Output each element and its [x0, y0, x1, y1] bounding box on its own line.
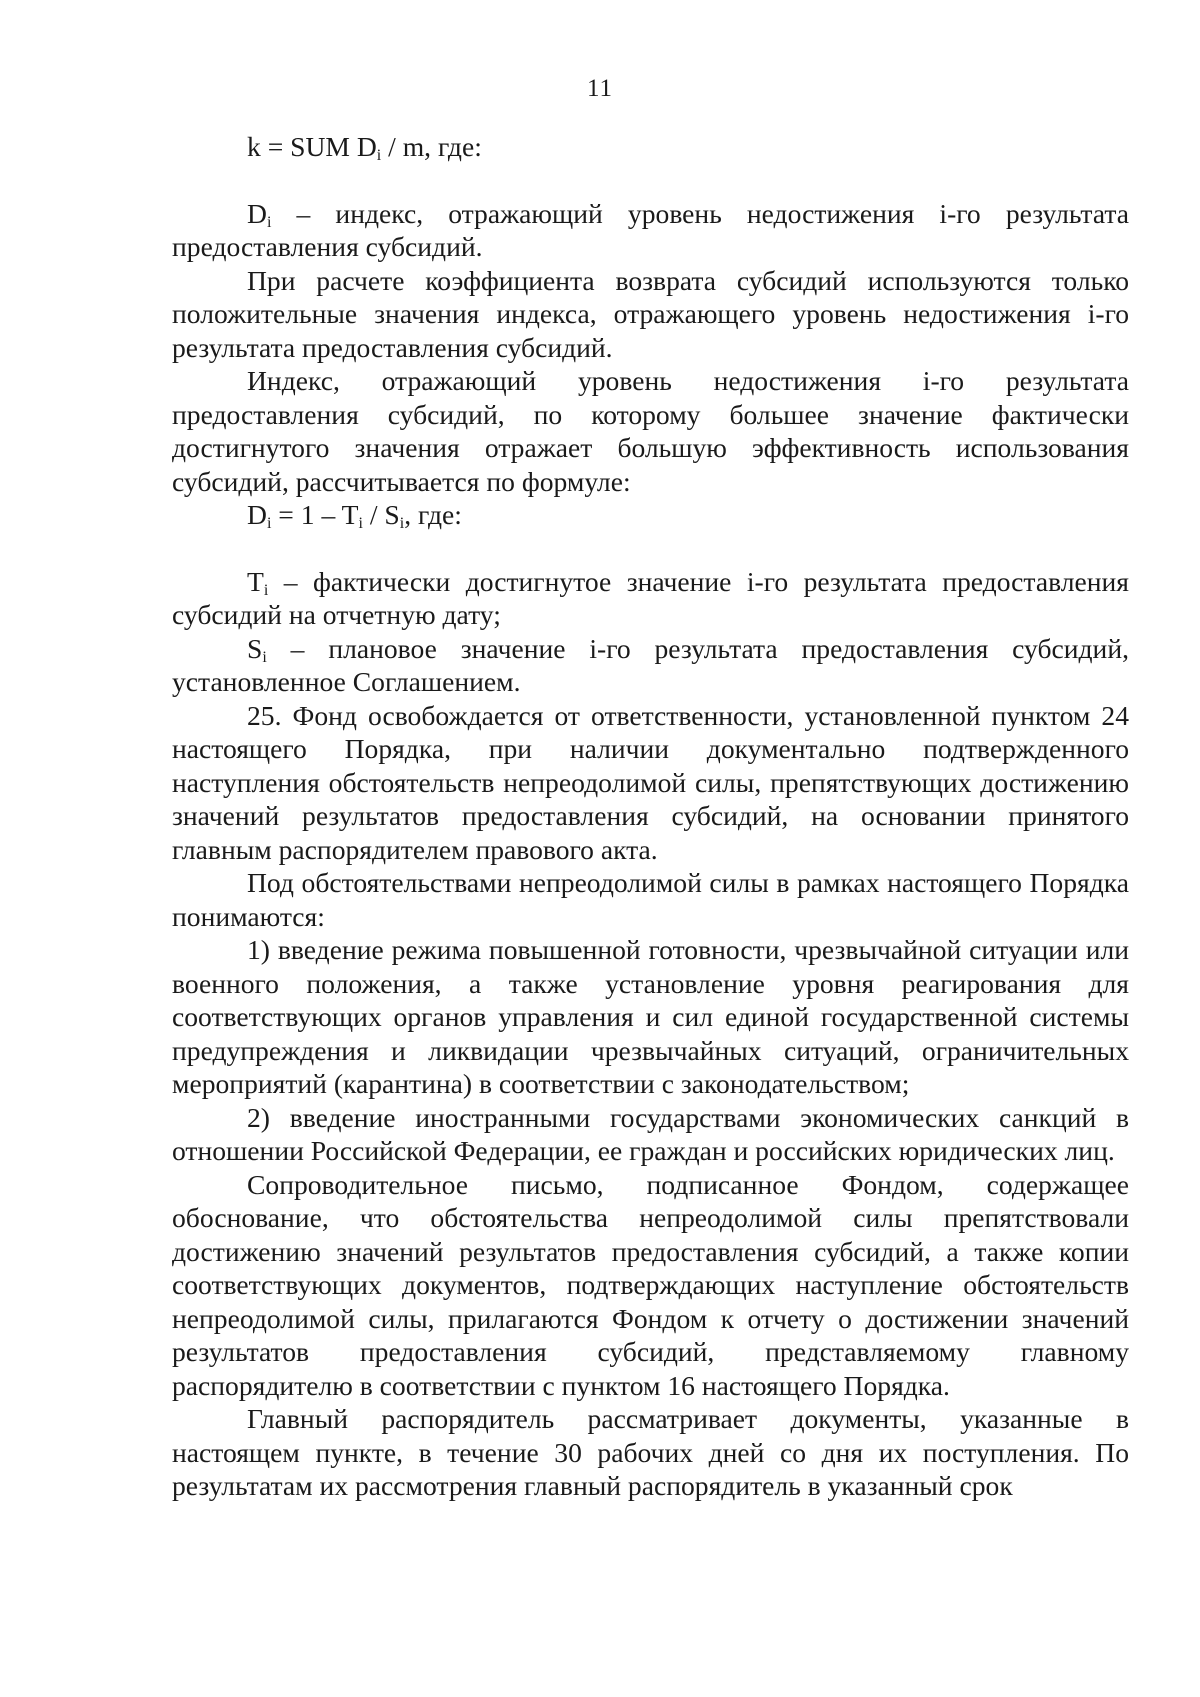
paragraph-25: 25. Фонд освобождается от ответственности, установленной пунктом 24 настоящего Порядка, при наличии документально подтвержденного наступления обстоятельств непреодолимой силы, препятствующих достижению значений результатов предоставления субсидий, на основании принятого главным распорядителем правового акта.: [172, 699, 1129, 865]
document-body: [172, 130, 1129, 1503]
definition-d-subscript: i: [266, 213, 272, 231]
definition-s: [172, 632, 1129, 699]
list-item-1: 1) введение режима повышенной готовности, чрезвычайной ситуации или военного положения, а также установление уровня реагирования для соответствующих органов управления и сил единой государственной системы предупреждения и ликвидации чрезвычайных ситуаций, ограничительных мероприятий (карантина) в соответствии с законодательством;: [172, 934, 1129, 1099]
paragraph-index-formula: Индекс, отражающий уровень недостижения i-го результата предоставления субсидий, по которому большее значение фактически достигнутого значения отражает большую эффективность использования субсидий, рассчитывается по формуле:: [172, 365, 1129, 497]
definition-t-text: – фактически достигнутое значение i-го результата предоставления субсидий на отчетную дату;: [172, 565, 1129, 630]
definition-t: [172, 565, 1129, 632]
definition-t-subscript: i: [263, 581, 269, 599]
formula-k-subscript: i: [376, 147, 382, 164]
formula-d-sub-3: i: [399, 515, 405, 532]
paragraph-main-administrator: Главный распорядитель рассматривает документы, указанные в настоящем пункте, в течение 30 рабочих дней со дня их поступления. По результатам их рассмотрения главный распорядитель в указанный срок: [172, 1403, 1129, 1501]
formula-d-sub-2: i: [358, 515, 363, 532]
formula-k-suffix: / m, где:: [381, 131, 482, 162]
formula-k: [247, 130, 1129, 164]
formula-d-part-2: = 1 – T: [271, 499, 359, 530]
definition-s-text: – плановое значение i-го результата предоставления субсидий, установленное Соглашением.: [172, 632, 1129, 697]
paragraph-positive-values: При расчете коэффициента возврата субсидий используются только положительные значения индекса, отражающего уровень недостижения i-го результата предоставления субсидий.: [172, 264, 1129, 363]
formula-k-prefix: k = SUM D: [247, 131, 377, 162]
formula-d-part-4: , где:: [404, 499, 462, 530]
formula-d-part-1: D: [247, 499, 267, 530]
definition-s-symbol: S: [247, 632, 263, 664]
definition-s-subscript: i: [262, 648, 267, 666]
formula-d: [247, 498, 1129, 532]
paragraph-cover-letter: Сопроводительное письмо, подписанное Фондом, содержащее обоснование, что обстоятельства непреодолимой силы препятствовали достижению значений результатов предоставления субсидий, а также копии соответствующих документов, подтверждающих наступление обстоятельств непреодолимой силы, прилагаются Фондом к отчету о достижении значений результатов предоставления субсидий, представляемому главному распорядителю в соответствии с пунктом 16 настоящего Порядка.: [172, 1168, 1129, 1401]
formula-d-sub-1: i: [266, 515, 272, 532]
page-number: 11: [586, 75, 614, 102]
definition-t-symbol: T: [247, 565, 264, 597]
paragraph-force-majeure: Под обстоятельствами непреодолимой силы в рамках настоящего Порядка понимаются:: [172, 867, 1129, 932]
definition-d: [172, 197, 1129, 264]
definition-d-symbol: D: [247, 197, 267, 229]
formula-d-part-3: / S: [362, 499, 400, 530]
definition-d-text: – индекс, отражающий уровень недостижения i-го результата предоставления субсидий.: [172, 197, 1129, 262]
list-item-2: 2) введение иностранными государствами экономических санкций в отношении Российской Федерации, ее граждан и российских юридических лиц.: [172, 1101, 1129, 1166]
